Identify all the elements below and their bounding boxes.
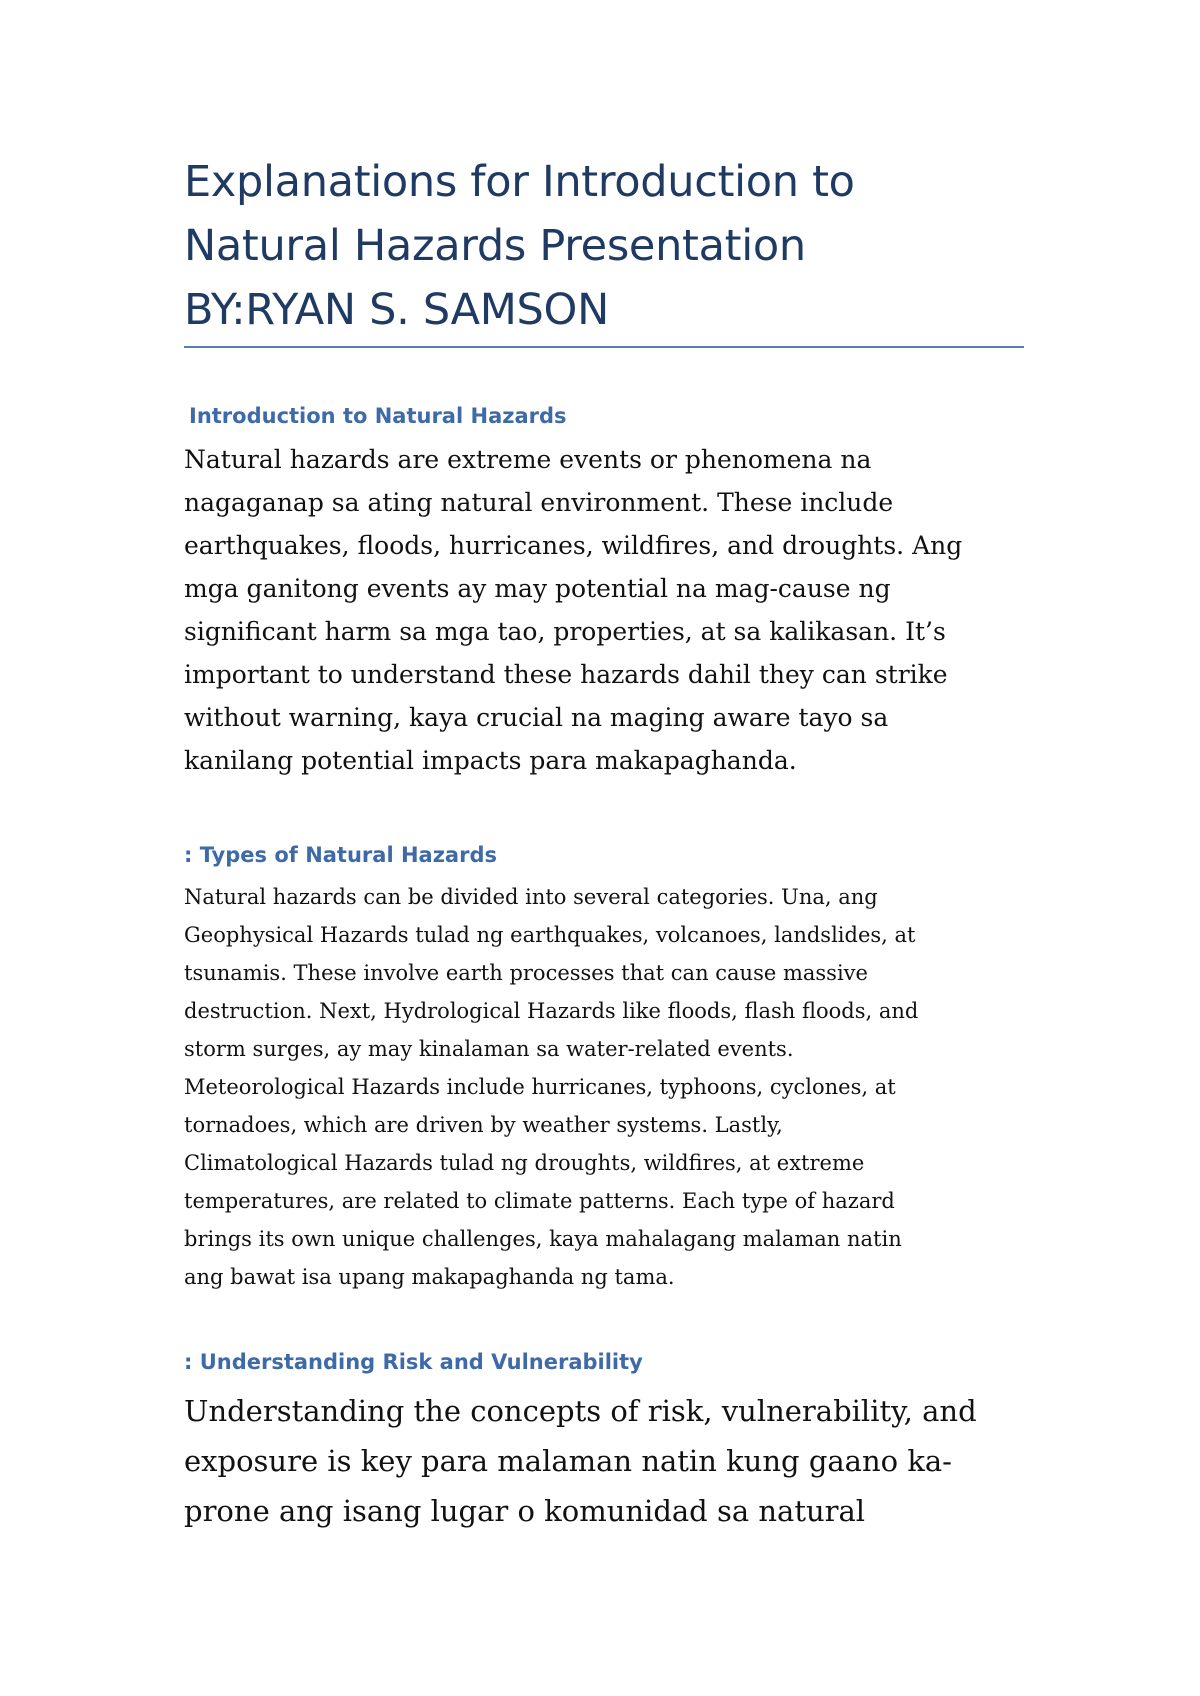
text-line: Natural hazards can be divided into several categories. Una, ang — [184, 885, 878, 909]
text-line: prone ang isang lugar o komunidad sa natural — [184, 1494, 866, 1528]
text-line: mga ganitong events ay may potential na mag-cause ng — [184, 574, 891, 603]
text-line: ang bawat isa upang makapaghanda ng tama. — [184, 1265, 675, 1289]
text-line: tsunamis. These involve earth processes that can cause massive — [184, 961, 868, 985]
text-line: without warning, kaya crucial na maging aware tayo sa — [184, 703, 889, 732]
section-heading-introduction: Introduction to Natural Hazards — [189, 404, 567, 428]
title-divider — [184, 346, 1024, 348]
text-line: brings its own unique challenges, kaya mahalagang malaman natin — [184, 1227, 902, 1251]
text-line: important to understand these hazards dahil they can strike — [184, 660, 948, 689]
text-line: tornadoes, which are driven by weather systems. Lastly, — [184, 1113, 783, 1137]
title-line: BY:RYAN S. SAMSON — [184, 285, 609, 335]
text-line: exposure is key para malaman natin kung gaano ka- — [184, 1444, 952, 1478]
section-body-types — [184, 878, 1044, 1296]
text-line: destruction. Next, Hydrological Hazards like floods, flash floods, and — [184, 999, 919, 1023]
text-line: temperatures, are related to climate patterns. Each type of hazard — [184, 1189, 895, 1213]
text-line: Natural hazards are extreme events or phenomena na — [184, 445, 872, 474]
text-line: kanilang potential impacts para makapaghanda. — [184, 746, 797, 775]
section-heading-types: : Types of Natural Hazards — [184, 843, 497, 867]
text-line: Meteorological Hazards include hurricanes, typhoons, cyclones, at — [184, 1075, 896, 1099]
title-line: Explanations for Introduction to — [184, 157, 855, 207]
section-heading-risk: : Understanding Risk and Vulnerability — [184, 1350, 643, 1374]
text-line: nagaganap sa ating natural environment. These include — [184, 488, 894, 517]
section-body-introduction — [184, 438, 1044, 782]
text-line: Understanding the concepts of risk, vulnerability, and — [184, 1394, 977, 1428]
section-body-risk — [184, 1386, 1044, 1536]
document-title — [184, 150, 1024, 342]
text-line: earthquakes, floods, hurricanes, wildfires, and droughts. Ang — [184, 531, 963, 560]
text-line: Geophysical Hazards tulad ng earthquakes, volcanoes, landslides, at — [184, 923, 916, 947]
title-line: Natural Hazards Presentation — [184, 221, 806, 271]
text-line: storm surges, ay may kinalaman sa water-related events. — [184, 1037, 794, 1061]
text-line: Climatological Hazards tulad ng droughts, wildfires, at extreme — [184, 1151, 865, 1175]
text-line: significant harm sa mga tao, properties, at sa kalikasan. It’s — [184, 617, 946, 646]
